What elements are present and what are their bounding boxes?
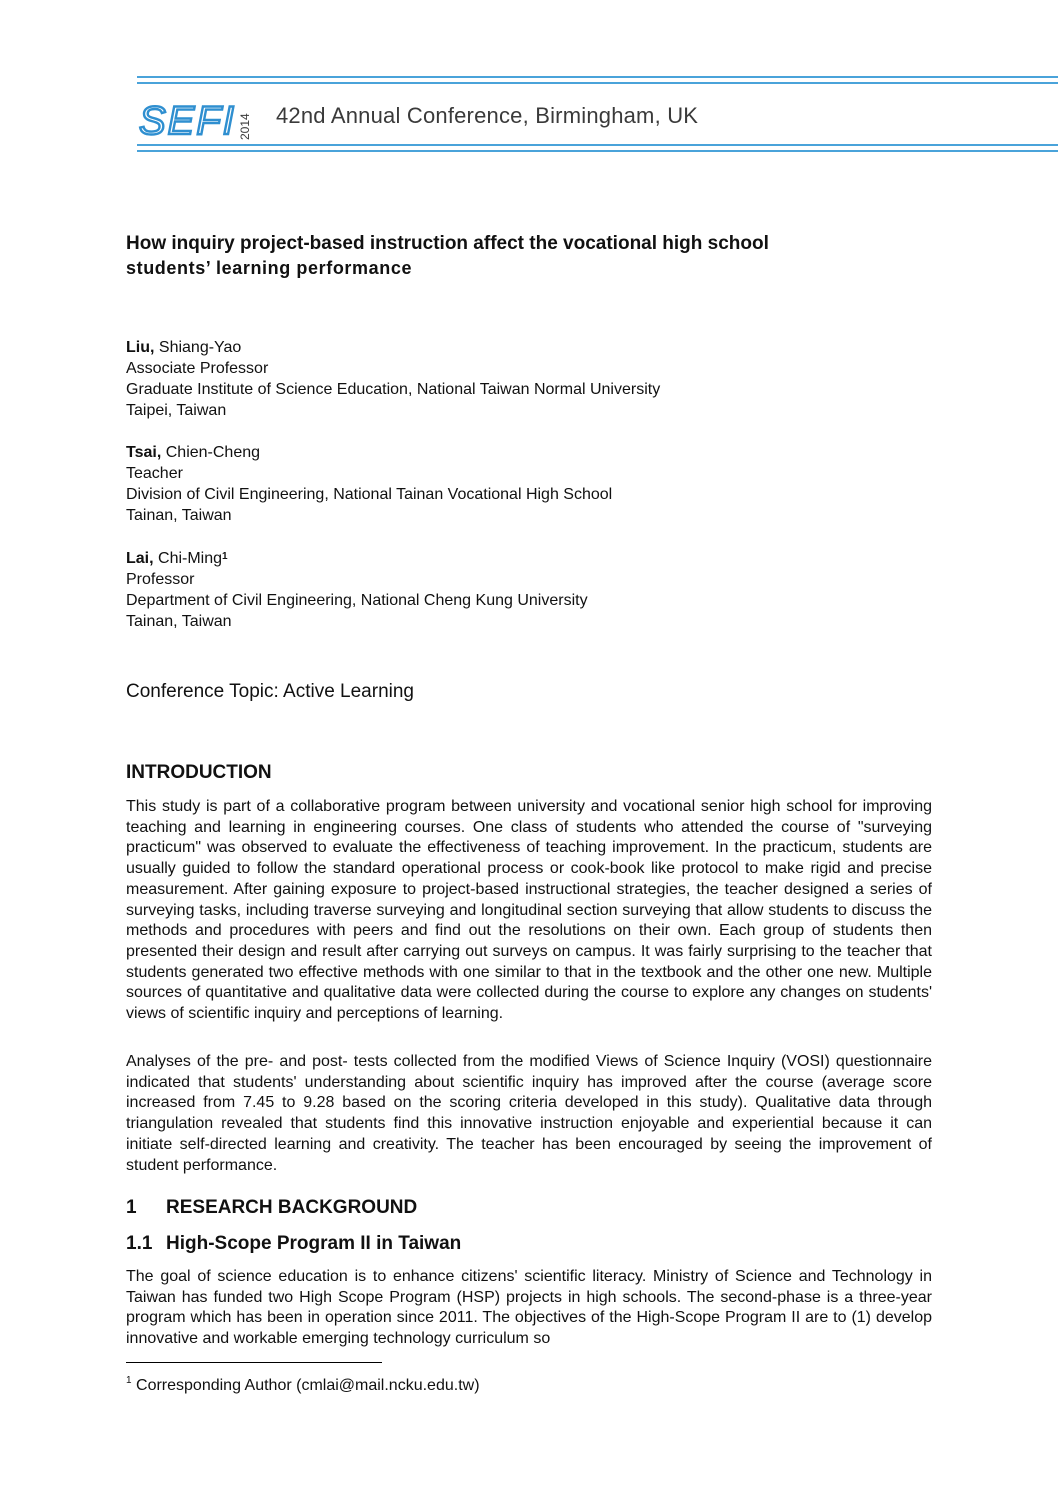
- author-block-3: [126, 548, 932, 632]
- subsection-title: High-Scope Program II in Taiwan: [166, 1233, 462, 1254]
- author-role: Professor: [126, 571, 195, 588]
- header-rule-top-2: [137, 82, 1058, 84]
- conference-topic: Conference Topic: Active Learning: [126, 681, 414, 702]
- footnote-text: Corresponding Author (cmlai@mail.ncku.edu.tw): [136, 1377, 480, 1394]
- author-surname: Liu,: [126, 339, 155, 356]
- sefi-logo: [137, 96, 252, 142]
- sefi-logo-text: SEFI: [139, 99, 236, 142]
- author-surname: Tsai,: [126, 444, 162, 461]
- author-footnote-marker: 1: [222, 551, 228, 562]
- footnote: [126, 1377, 480, 1395]
- author-affiliation: Department of Civil Engineering, National Cheng Kung University: [126, 592, 588, 609]
- introduction-paragraph-2: Analyses of the pre- and post- tests collected from the modified Views of Science Inquiry (VOSI) questionnaire indicated that students' understanding about scientific inquiry has improved after the course (average score increased from 7.45 to 9.28 based on the scoring criteria developed in this study). Qualitative data through triangulation revealed that students find this innovative instruction enjoyable and experiential because it can initiate self-directed learning and creativity. The teacher has been encouraged by seeing the improvement of student performance.: [126, 1053, 932, 1174]
- footnote-marker: 1: [126, 1375, 132, 1386]
- section-title: RESEARCH BACKGROUND: [166, 1197, 418, 1218]
- introduction-heading: INTRODUCTION: [126, 762, 272, 783]
- conference-name: 42nd Annual Conference, Birmingham, UK: [276, 103, 699, 128]
- author-name: [126, 337, 932, 358]
- author-given: Chi-Ming: [158, 550, 223, 567]
- header-rule-top-1: [137, 76, 1058, 78]
- author-role: Associate Professor: [126, 360, 269, 377]
- section-number: 1: [126, 1197, 137, 1218]
- author-name: [126, 442, 932, 463]
- author-location: Taipei, Taiwan: [126, 402, 227, 419]
- author-block-2: [126, 442, 932, 526]
- author-affiliation: Division of Civil Engineering, National Tainan Vocational High School: [126, 486, 613, 503]
- section-heading: [126, 1197, 932, 1219]
- paper-title-line2: students’ learning performance: [126, 258, 413, 278]
- author-location: Tainan, Taiwan: [126, 613, 232, 630]
- author-role: Teacher: [126, 465, 183, 482]
- subsection-heading: [126, 1233, 932, 1255]
- subsection-number: 1.1: [126, 1233, 153, 1254]
- footnote-rule: [126, 1362, 382, 1363]
- sefi-logo-year: 2014: [238, 113, 252, 140]
- author-affiliation: Graduate Institute of Science Education, National Taiwan Normal University: [126, 381, 661, 398]
- author-location: Tainan, Taiwan: [126, 507, 232, 524]
- author-surname: Lai,: [126, 550, 154, 567]
- introduction-paragraph-1: This study is part of a collaborative program between university and vocational senior high school for improving teaching and learning in engineering courses. One class of students who attended the course of "surveying practicum" was observed to evaluate the effectiveness of teaching improvement. In the practicum, students are usually guided to follow the standard operational process or cook-book like protocol to make rigid and precise measurement. After gaining exposure to project-based instructional strategies, the teacher designed a series of surveying tasks, including traverse surveying and longitudinal section surveying that allow students to discuss the methods and procedures with peers and find out the resolutions on their own. Each group of students then presented their design and result after carrying out surveys on campus. It was fairly surprising to the teacher that students generated two effective methods with one similar to that in the textbook and the other one new. Multiple sources of quantitative and qualitative data were collected during the course to explore any changes on students' views of scientific inquiry and perceptions of learning.: [126, 798, 932, 1023]
- header-rule-bottom-1: [137, 144, 1058, 146]
- author-block-1: [126, 337, 932, 421]
- author-given: Chien-Cheng: [165, 444, 261, 461]
- paper-title-line1: How inquiry project-based instruction affect the vocational high school: [126, 233, 769, 254]
- author-given: Shiang-Yao: [158, 339, 242, 356]
- section-paragraph: The goal of science education is to enhance citizens' scientific literacy. Ministry of Science and Technology in Taiwan has funded two High Scope Program (HSP) projects in high schools. The second-phase is a three-year program which has been in operation since 2011. The objectives of the High-Scope Program II are to (1) develop innovative and workable emerging technology curriculum so: [126, 1268, 932, 1348]
- header-rule-bottom-2: [137, 150, 1058, 152]
- author-name: [126, 548, 932, 569]
